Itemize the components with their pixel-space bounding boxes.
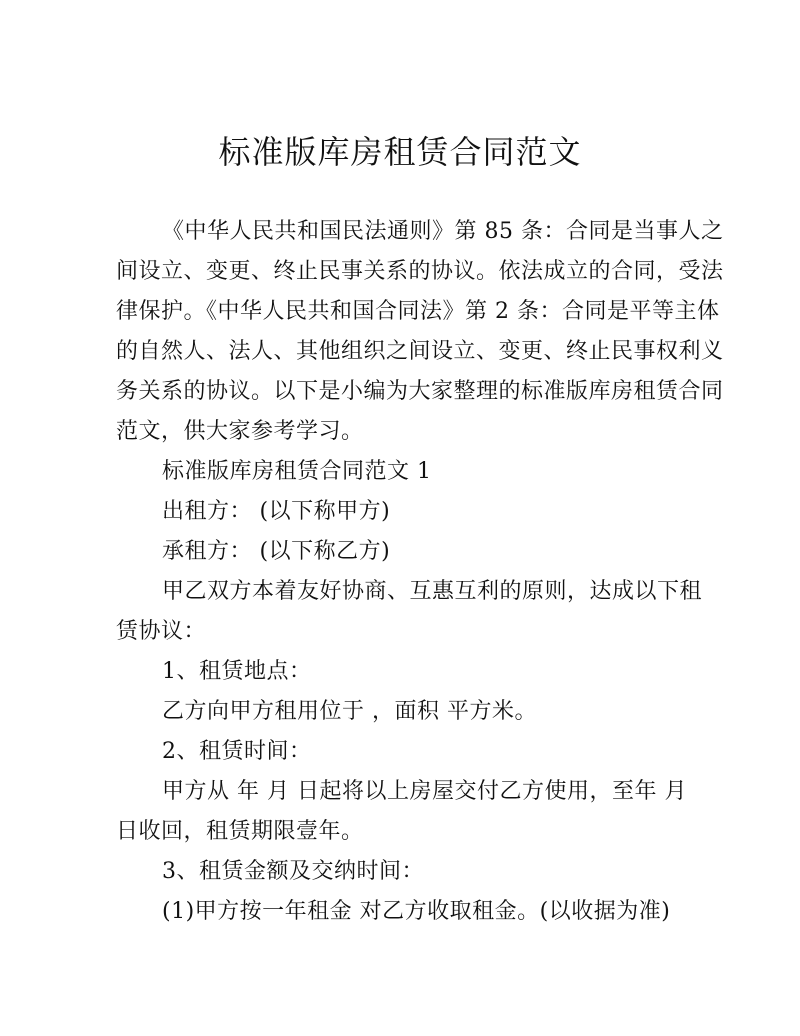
paragraph-line: 律保护。《中华人民共和国合同法》第 2 条：合同是平等主体	[116, 299, 720, 324]
clause-heading: 2、租赁时间：	[162, 739, 312, 764]
clause-heading: 3、租赁金额及交纳时间：	[162, 859, 424, 884]
document-title: 标准版库房租赁合同范文	[218, 133, 582, 171]
paragraph-line: 乙方向甲方租用位于 ，面积 平方米。	[162, 699, 537, 724]
paragraph-line: 甲乙双方本着友好协商、互惠互利的原则，达成以下租	[162, 579, 703, 604]
paragraph-line: 务关系的协议。以下是小编为大家整理的标准版库房租赁合同	[116, 379, 724, 404]
paragraph-line: 甲方从 年 月 日起将以上房屋交付乙方使用，至年 月	[162, 779, 687, 804]
paragraph-line: 的自然人、法人、其他组织之间设立、变更、终止民事权利义	[116, 339, 724, 364]
paragraph-line: 《中华人民共和国民法通则》第 85 条：合同是当事人之	[162, 219, 724, 244]
paragraph-line: 间设立、变更、终止民事关系的协议。依法成立的合同，受法	[116, 259, 724, 284]
paragraph-line: 范文，供大家参考学习。	[116, 419, 364, 444]
paragraph-line: 赁协议：	[116, 619, 207, 644]
paragraph-line: (1)甲方按一年租金 对乙方收取租金。(以收据为准)	[162, 899, 671, 924]
paragraph-line: 日收回，租赁期限壹年。	[116, 819, 364, 844]
clause-heading: 1、租赁地点：	[162, 659, 312, 684]
lessee-line: 承租方： (以下称乙方)	[162, 539, 391, 564]
section-heading: 标准版库房租赁合同范文 1	[162, 459, 432, 484]
lessor-line: 出租方： (以下称甲方)	[162, 499, 391, 524]
